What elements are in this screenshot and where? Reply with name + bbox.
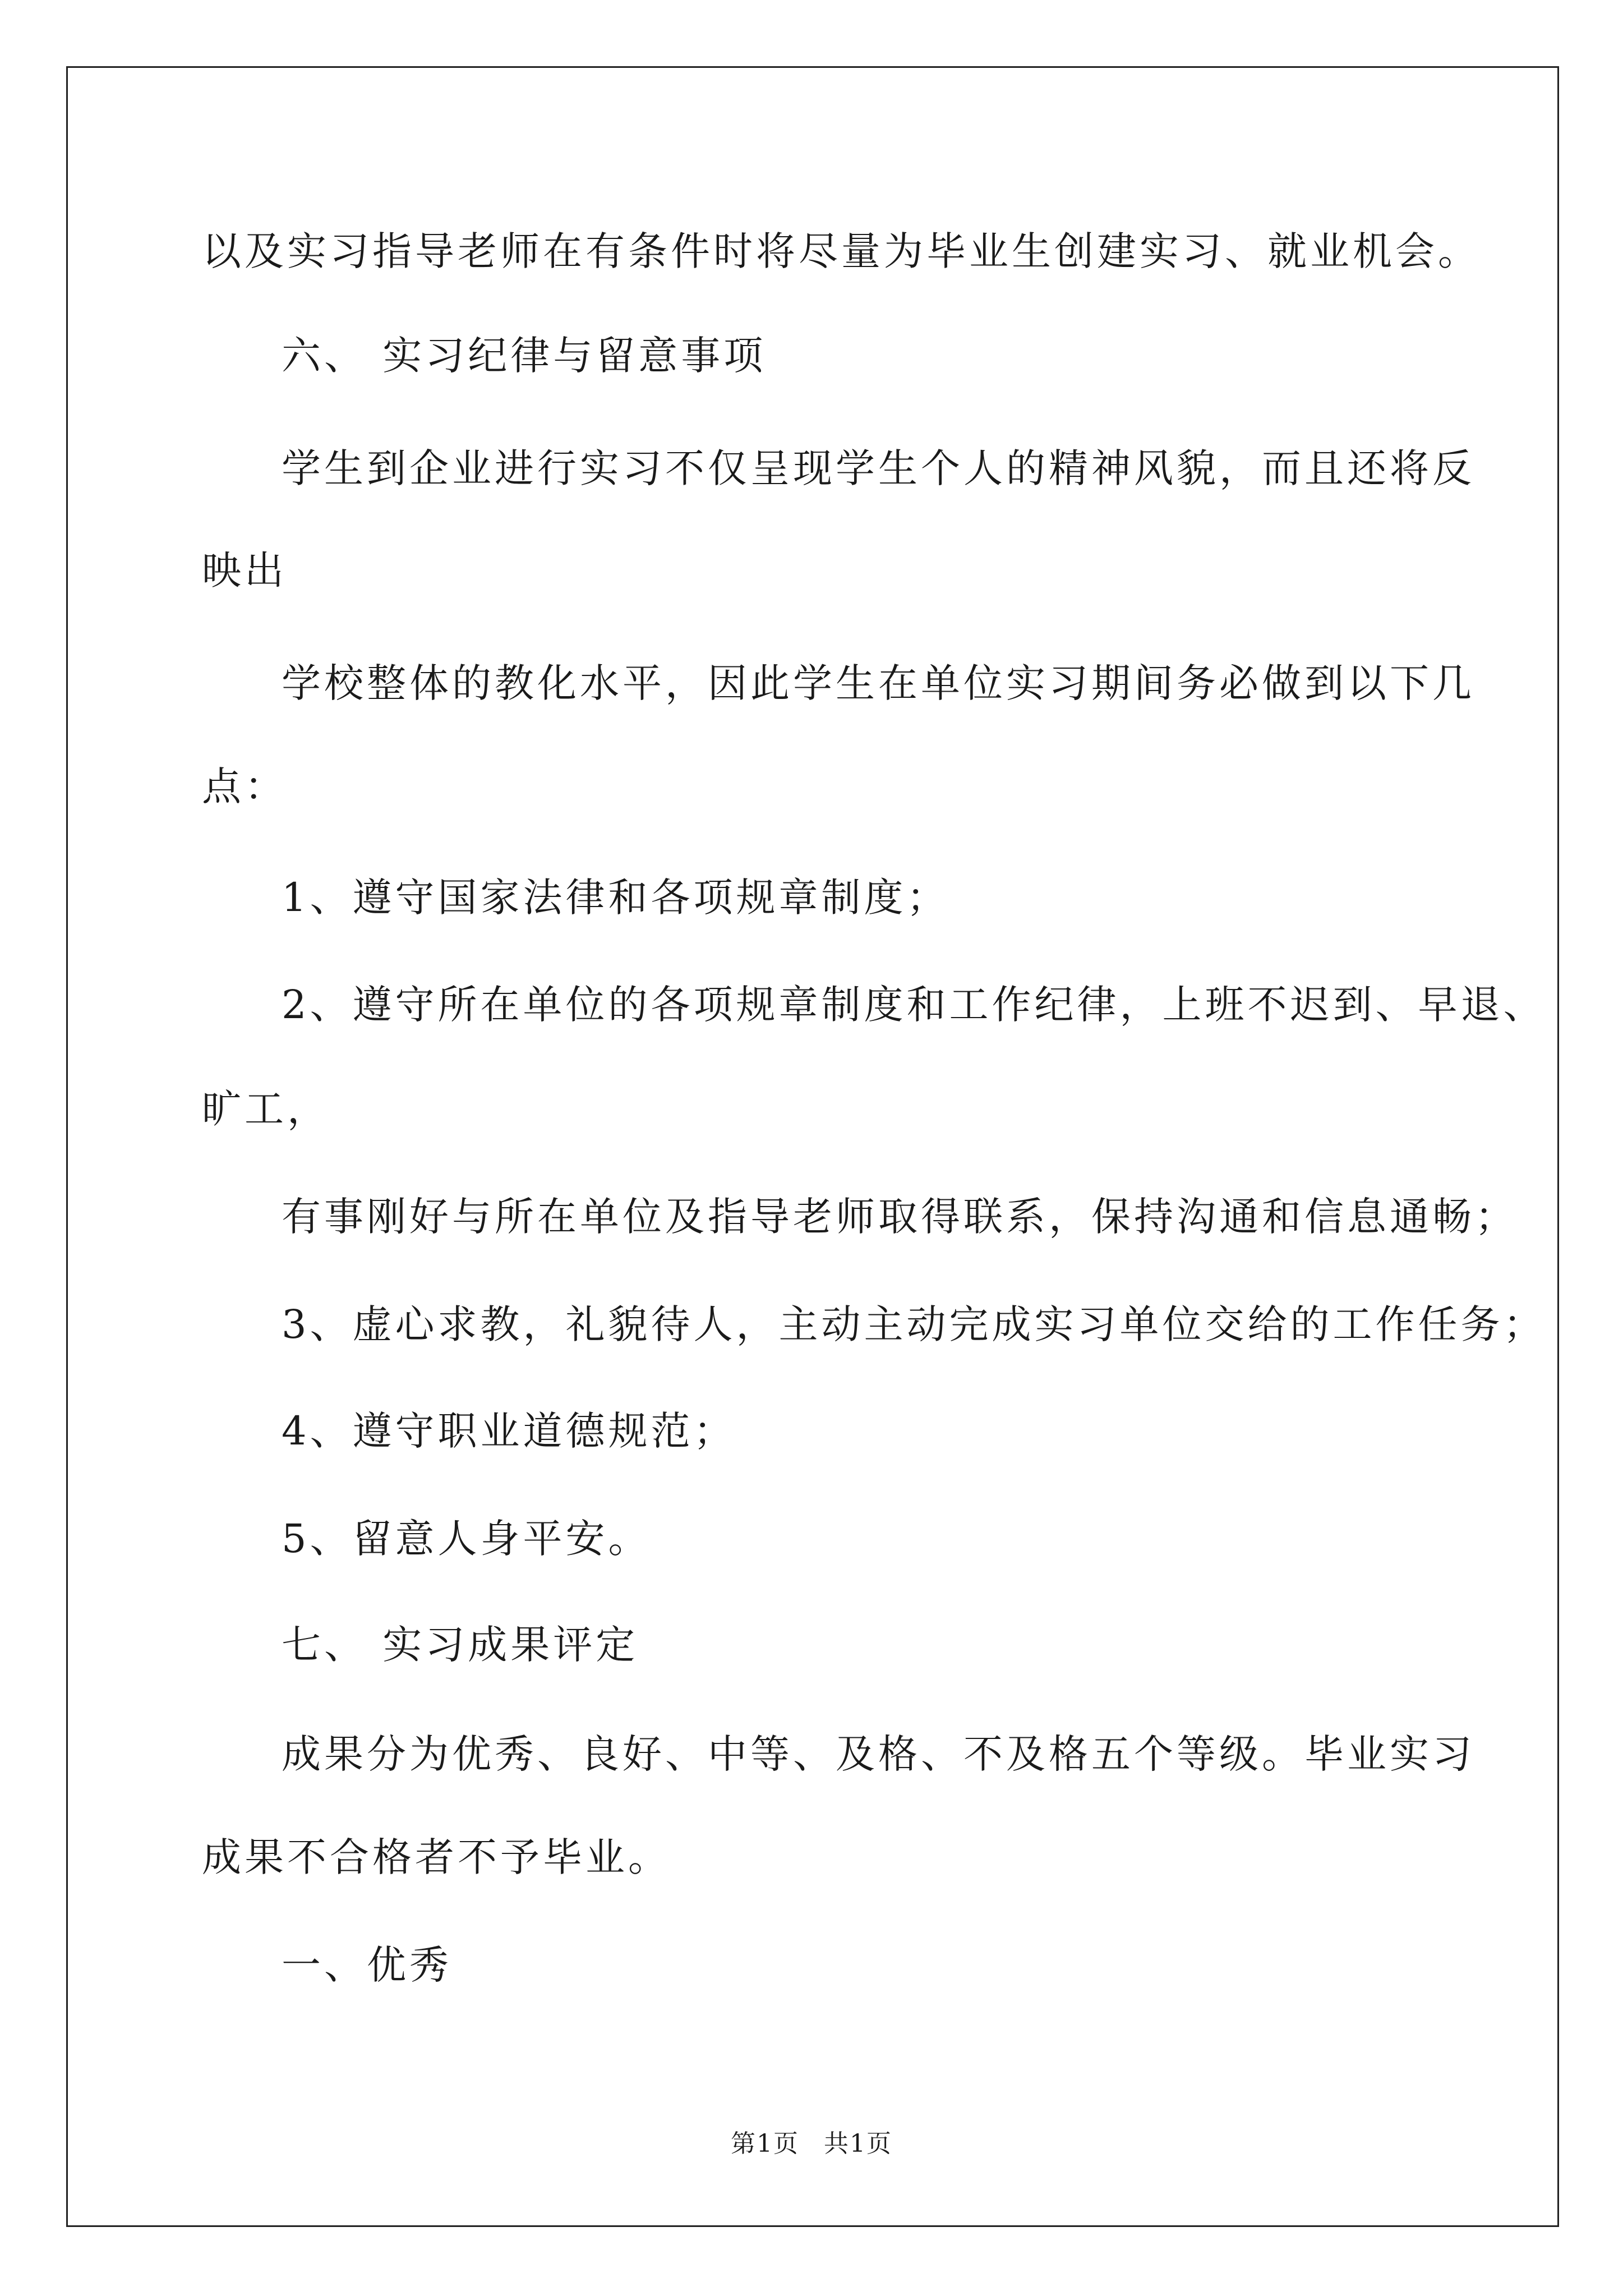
paragraph-line: 映出 [202,547,287,593]
paragraph-line: 旷工， [202,1086,330,1132]
list-item-3: 3、虚心求教，礼貌待人，主动主动完成实习单位交给的工作任务； [282,1301,1546,1347]
list-item-5: 5、留意人身平安。 [282,1516,651,1562]
list-item-4: 4、遵守职业道德规范； [282,1408,736,1454]
list-item-1: 1、遵守国家法律和各项规章制度； [282,875,949,921]
page-total: 共1页 [824,2129,892,2158]
paragraph-line: 学校整体的教化水平，因此学生在单位实习期间务必做到以下几 [282,660,1475,706]
page-footer [0,2127,1623,2161]
paragraph-line: 以及实习指导老师在有条件时将尽量为毕业生创建实习、就业机会。 [202,228,1481,274]
paragraph-line: 成果不合格者不予毕业。 [202,1834,671,1880]
paragraph-line: 有事刚好与所在单位及指导老师取得联系，保持沟通和信息通畅； [282,1194,1518,1240]
paragraph-line: 成果分为优秀、良好、中等、及格、不及格五个等级。毕业实习 [282,1731,1475,1777]
paragraph-line: 点： [202,763,287,809]
subsection-heading-excellent: 一、优秀 [282,1942,452,1988]
section-heading-discipline: 六、 实习纪律与留意事项 [282,333,767,379]
paragraph-line: 学生到企业进行实习不仅呈现学生个人的精神风貌，而且还将反 [282,445,1475,491]
page-border [66,66,1559,2227]
section-heading-evaluation: 七、 实习成果评定 [282,1622,639,1668]
list-item-2: 2、遵守所在单位的各项规章制度和工作纪律，上班不迟到、早退、 [282,982,1546,1028]
page-number: 第1页 [731,2129,799,2158]
